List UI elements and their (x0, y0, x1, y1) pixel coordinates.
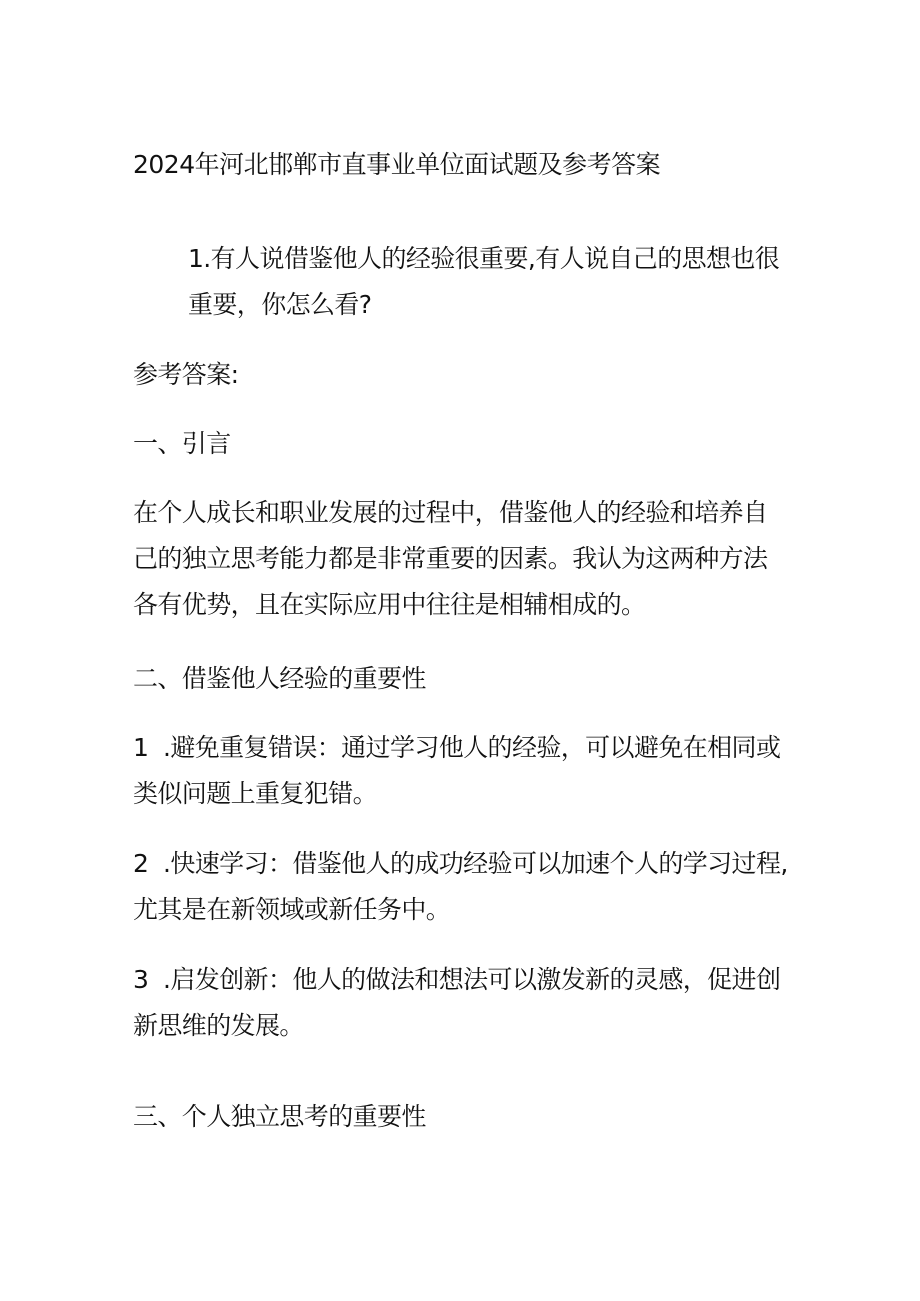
document-title: 2024年河北邯郸市直事业单位面试题及参考答案 (133, 150, 661, 179)
list-item-number: 1 (133, 733, 149, 762)
list-item-text: .避免重复错误：通过学习他人的经验，可以避免在相同或 (163, 733, 781, 762)
list-item-text: .启发创新：他人的做法和想法可以激发新的灵感，促进创 (163, 965, 781, 994)
list-item (133, 841, 788, 933)
introduction-paragraph (133, 490, 788, 628)
question-line-2: 重要，你怎么看? (188, 290, 372, 319)
answer-label: 参考答案: (133, 360, 239, 389)
list-item-line-2: 新思维的发展。 (133, 1011, 304, 1040)
paragraph-line: 己的独立思考能力都是非常重要的因素。我认为这两种方法 (133, 544, 768, 573)
paragraph-line: 各有优势，且在实际应用中往往是相辅相成的。 (133, 590, 646, 619)
list-item-text: .快速学习：借鉴他人的成功经验可以加速个人的学习过程, (163, 849, 788, 878)
question-line-1: 1.有人说借鉴他人的经验很重要,有人说自己的思想也很 (188, 244, 780, 273)
list-item-line-2: 类似问题上重复犯错。 (133, 779, 378, 808)
list-item-number: 2 (133, 849, 149, 878)
list-item-line-1 (133, 725, 788, 771)
list-item-number: 3 (133, 965, 149, 994)
paragraph-line: 在个人成长和职业发展的过程中，借鉴他人的经验和培养自 (133, 498, 768, 527)
section-heading-independent-thinking: 三、个人独立思考的重要性 (133, 1102, 426, 1131)
list-item (133, 957, 788, 1049)
interview-question (188, 236, 788, 328)
list-item-line-1 (133, 841, 788, 887)
list-item (133, 725, 788, 817)
section-heading-borrowing-experience: 二、借鉴他人经验的重要性 (133, 664, 426, 693)
list-item-line-1 (133, 957, 788, 1003)
section-heading-introduction: 一、引言 (133, 429, 231, 458)
list-item-line-2: 尤其是在新领域或新任务中。 (133, 895, 451, 924)
